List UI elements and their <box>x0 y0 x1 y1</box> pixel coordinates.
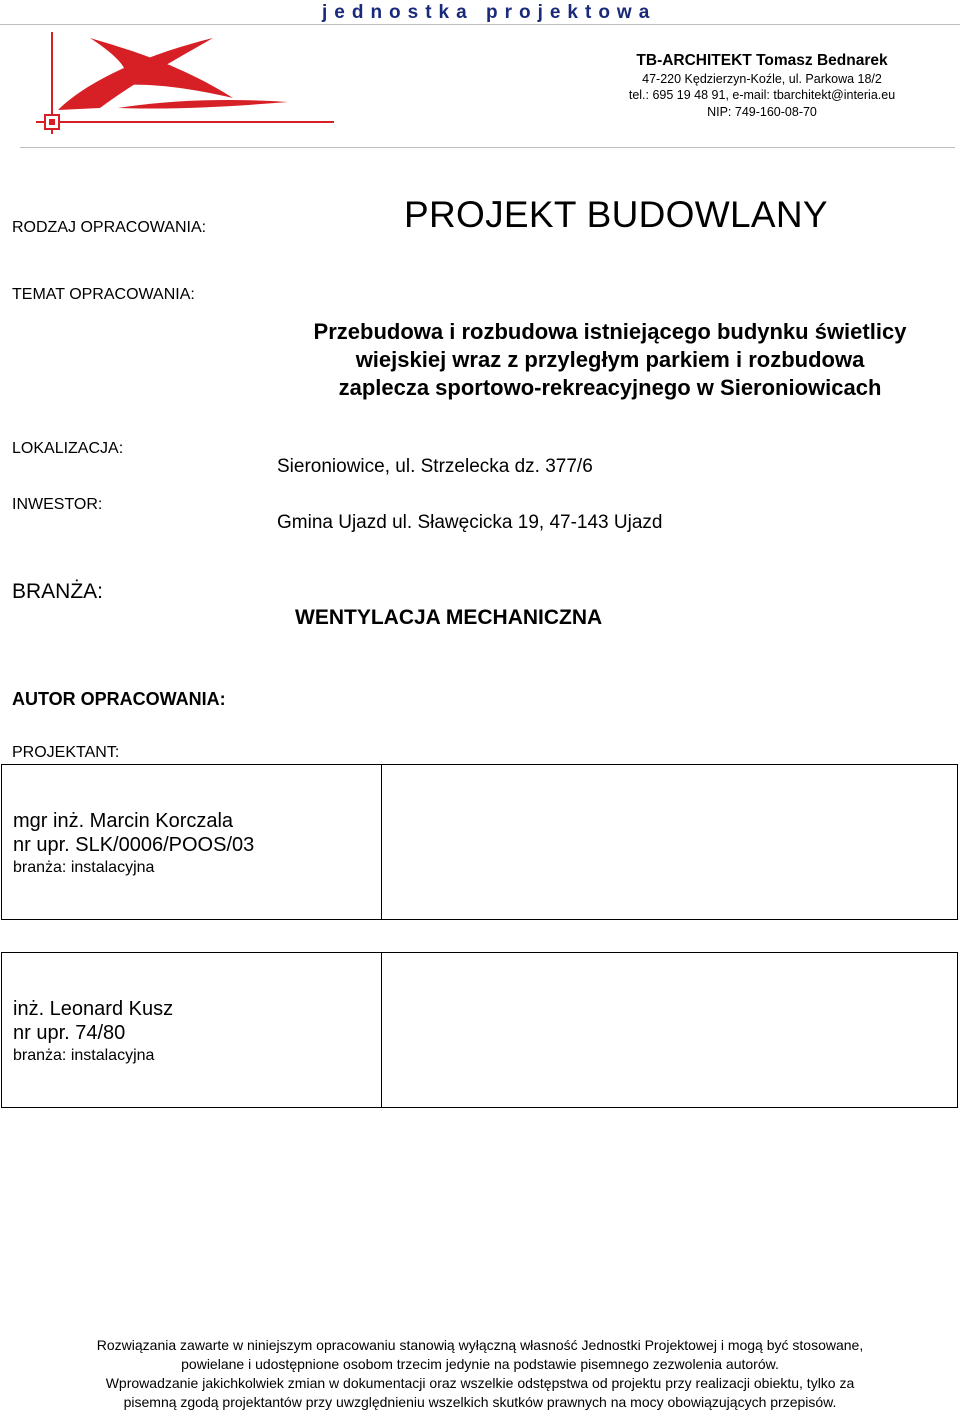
location-value: Sieroniowice, ul. Strzelecka dz. 377/6 <box>277 456 593 477</box>
notice-line: Wprowadzanie jakichkolwiek zmian w dokumentacji oraz wszelkie odstępstwa od projektu przy realizacji obiektu, tylko za <box>105 1375 855 1391</box>
designer-label: PROJEKTANT: <box>12 744 120 761</box>
author-label: AUTOR OPRACOWANIA: <box>12 689 226 709</box>
designer-info <box>13 809 254 879</box>
subject-text <box>280 318 940 402</box>
firm-nip: NIP: 749-160-08-70 <box>707 105 817 119</box>
header-divider <box>20 147 955 148</box>
copyright-notice <box>0 1336 960 1412</box>
unit-label: jednostka projektowa <box>322 2 657 23</box>
designer-license: nr upr. 74/80 <box>13 1022 126 1044</box>
subject-line: wiejskiej wraz z przyległym parkiem i rozbudowa <box>355 347 865 372</box>
signature-divider <box>381 765 382 919</box>
subject-label: TEMAT OPRACOWANIA: <box>12 286 195 303</box>
firm-contact: tel.: 695 19 48 91, e-mail: tbarchitekt@interia.eu <box>628 88 896 102</box>
notice-line: pisemną zgodą projektantów przy uwzględnieniu wszelkich skutków prawnych na mocy obowiązujących przepisów. <box>123 1394 837 1410</box>
signature-divider <box>381 953 382 1107</box>
designer-info <box>13 997 173 1067</box>
designer-license: nr upr. SLK/0006/POOS/03 <box>13 834 255 856</box>
notice-line: powielane i udostępnione osobom trzecim jedynie na podstawie pisemnego zezwolenia autorów. <box>181 1356 779 1372</box>
subject-line: Przebudowa i rozbudowa istniejącego budynku świetlicy <box>313 319 907 344</box>
designer-name: mgr inż. Marcin Korczala <box>13 810 234 832</box>
notice-line: Rozwiązania zawarte w niniejszym opracowaniu stanowią wyłączną własność Jednostki Projektowej i mogą być stosowane, <box>96 1337 864 1353</box>
investor-value: Gmina Ujazd ul. Sławęcicka 19, 47-143 Ujazd <box>277 512 663 533</box>
firm-address: 47-220 Kędzierzyn-Koźle, ul. Parkowa 18/2 <box>642 72 882 86</box>
company-logo <box>28 28 338 140</box>
document-type-title: PROJEKT BUDOWLANY <box>404 194 828 235</box>
designer-specialty: branża: instalacyjna <box>13 1047 155 1064</box>
designer-name: inż. Leonard Kusz <box>13 998 174 1020</box>
branch-label: BRANŻA: <box>12 580 104 603</box>
firm-name: TB-ARCHITEKT Tomasz Bednarek <box>636 52 888 69</box>
subject-line: zaplecza sportowo-rekreacyjnego w Sieroniowicach <box>338 375 882 400</box>
investor-label: INWESTOR: <box>12 496 103 513</box>
document-type-label: RODZAJ OPRACOWANIA: <box>12 219 207 236</box>
designer-box <box>1 952 958 1108</box>
designer-specialty: branża: instalacyjna <box>13 859 155 876</box>
location-label: LOKALIZACJA: <box>12 440 124 457</box>
branch-value: WENTYLACJA MECHANICZNA <box>295 606 603 629</box>
designer-box <box>1 764 958 920</box>
